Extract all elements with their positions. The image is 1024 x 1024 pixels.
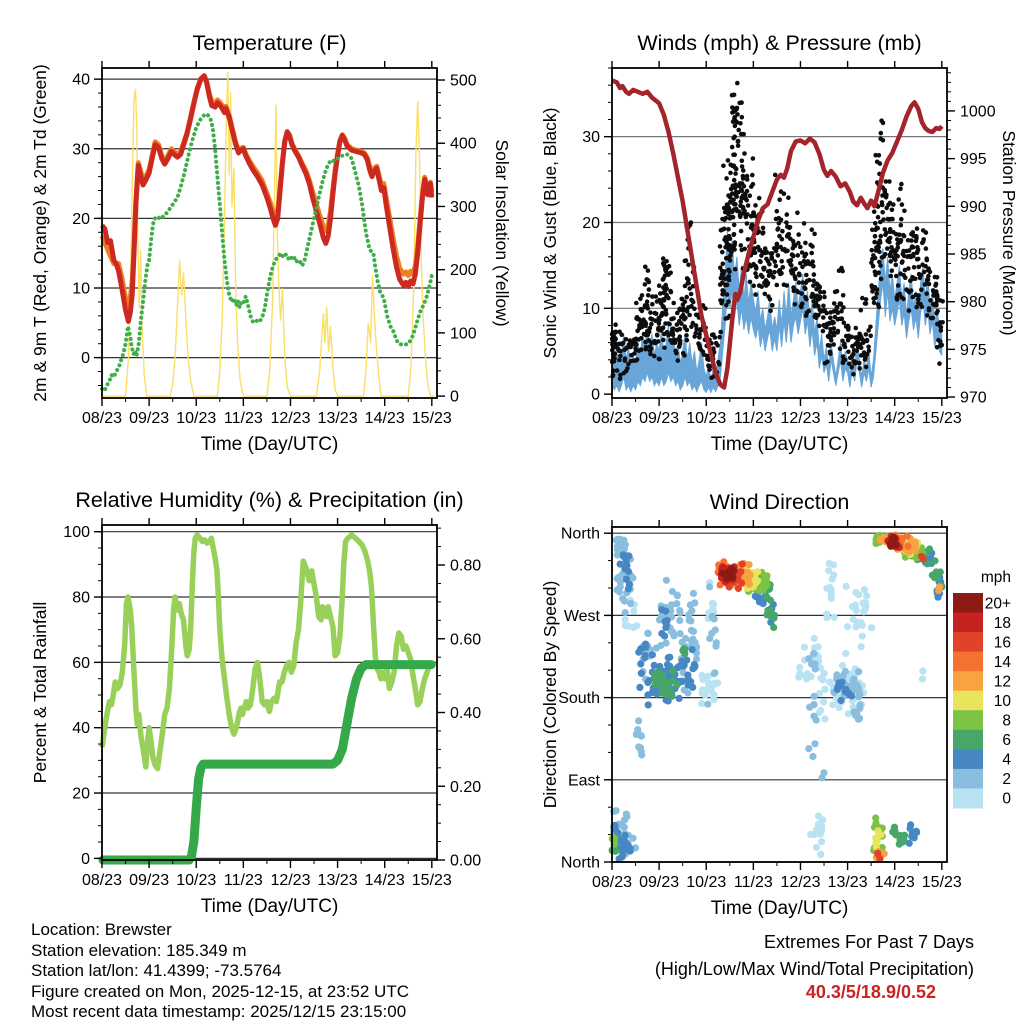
x-tick-label: 09/23 xyxy=(129,872,170,889)
colorbar-segment xyxy=(953,749,983,769)
x-axis-label: Time (Day/UTC) xyxy=(200,896,339,917)
x-tick-label: 14/23 xyxy=(364,872,405,889)
colorbar-label: 20+ xyxy=(984,595,1011,613)
y-right-tick-label: 0.00 xyxy=(450,852,482,870)
colorbar-label: 12 xyxy=(993,673,1011,691)
plot-frame xyxy=(102,525,437,860)
x-tick-label: 12/23 xyxy=(780,874,821,891)
y-right-tick-label: 985 xyxy=(960,246,987,264)
y-right-tick-label: 1000 xyxy=(960,103,996,121)
x-tick-label: 08/23 xyxy=(591,874,633,891)
x-tick-label: 12/23 xyxy=(270,410,311,427)
extremes-block xyxy=(655,929,974,982)
x-tick-label: 13/23 xyxy=(317,410,358,427)
colorbar-label: 0 xyxy=(1002,790,1011,808)
figure-created-timestamp: Figure created on Mon, 2025-12-15, at 23:52 UTC xyxy=(31,981,409,1001)
x-axis-label: Time (Day/UTC) xyxy=(200,434,339,455)
y-left-tick-label: 0 xyxy=(591,386,600,404)
y-right-tick-label: 200 xyxy=(450,262,477,280)
x-tick-label: 11/23 xyxy=(733,410,773,427)
y-right-axis-label: Station Pressure (Maroon) xyxy=(999,130,1019,336)
x-tick-label: 08/23 xyxy=(81,410,123,427)
colorbar-segment xyxy=(953,769,983,789)
y-left-tick-label: 60 xyxy=(72,654,90,672)
colorbar-segment xyxy=(953,788,983,808)
y-right-tick-label: 995 xyxy=(960,151,987,169)
chart-title: Wind Direction xyxy=(709,490,850,514)
chart-title: Winds (mph) & Pressure (mb) xyxy=(637,31,922,55)
station-info-block xyxy=(31,920,409,1023)
chart-2-relative-humidity-precipitation-in xyxy=(30,488,481,917)
y-left-axis-label: Sonic Wind & Gust (Blue, Black) xyxy=(540,107,560,359)
extremes-value: 40.3/5/18.9/0.52 xyxy=(805,982,936,1002)
colorbar-label: 4 xyxy=(1002,751,1011,769)
colorbar-segment xyxy=(953,632,983,652)
colorbar-label: 10 xyxy=(993,693,1011,710)
y-left-tick-label: East xyxy=(567,772,600,790)
x-axis-label: Time (Day/UTC) xyxy=(710,434,849,455)
y-right-axis-label: Solar Insolation (Yellow) xyxy=(492,139,512,327)
y-right-tick-label: 500 xyxy=(450,72,477,90)
y-left-tick-label: 100 xyxy=(63,524,90,542)
y-right-tick-label: 975 xyxy=(960,341,987,359)
colorbar-label: 2 xyxy=(1002,771,1011,789)
colorbar-label: 6 xyxy=(1002,732,1011,750)
y-left-axis-label: 2m & 9m T (Red, Orange) & 2m Td (Green) xyxy=(30,64,50,402)
x-tick-label: 11/23 xyxy=(223,872,263,889)
colorbar-segment xyxy=(953,671,983,691)
colorbar-label: 16 xyxy=(993,634,1011,652)
chart-title: Relative Humidity (%) & Precipitation (in) xyxy=(75,488,464,512)
x-tick-label: 09/23 xyxy=(639,410,680,427)
x-tick-label: 13/23 xyxy=(317,872,358,889)
x-tick-label: 10/23 xyxy=(176,410,217,427)
colorbar-segment xyxy=(953,613,983,633)
y-left-tick-label: 10 xyxy=(582,300,600,318)
x-tick-label: 12/23 xyxy=(780,410,821,427)
axis-ticks xyxy=(30,488,481,917)
x-tick-label: 08/23 xyxy=(81,872,123,889)
x-tick-label: 15/23 xyxy=(921,410,962,427)
y-right-tick-label: 100 xyxy=(450,325,477,343)
colorbar-title: mph xyxy=(980,569,1011,586)
x-tick-label: 09/23 xyxy=(129,410,170,427)
y-left-tick-label: 80 xyxy=(72,589,90,607)
x-tick-label: 12/23 xyxy=(270,872,311,889)
x-tick-label: 10/23 xyxy=(686,874,727,891)
x-tick-label: 08/23 xyxy=(591,410,633,427)
y-right-tick-label: 300 xyxy=(450,198,477,216)
x-tick-label: 14/23 xyxy=(874,410,915,427)
colorbar-label: 14 xyxy=(993,653,1011,671)
chart-0-temperature-f xyxy=(30,31,512,455)
y-right-tick-label: 970 xyxy=(960,389,987,407)
y-left-tick-label: 20 xyxy=(72,210,90,228)
chart-1-winds-mph-pressure-mb xyxy=(540,31,1019,455)
colorbar-label: 8 xyxy=(1002,712,1011,730)
x-tick-label: 09/23 xyxy=(639,874,680,891)
y-right-tick-label: 990 xyxy=(960,198,987,216)
y-left-tick-label: 10 xyxy=(72,280,90,298)
y-left-tick-label: 0 xyxy=(81,850,90,868)
x-tick-label: 15/23 xyxy=(921,874,962,891)
y-left-tick-label: 40 xyxy=(72,720,90,738)
colorbar-segment xyxy=(953,652,983,672)
x-tick-label: 15/23 xyxy=(411,872,452,889)
y-right-tick-label: 0.40 xyxy=(450,705,482,723)
most-recent-data-timestamp: Most recent data timestamp: 2025/12/15 23:15:00 xyxy=(31,1002,407,1021)
y-left-axis-label: Percent & Total Rainfall xyxy=(30,601,50,784)
colorbar-segment xyxy=(953,730,983,750)
y-left-tick-label: 30 xyxy=(72,141,90,159)
y-right-tick-label: 0.20 xyxy=(450,778,482,796)
y-left-tick-label: 40 xyxy=(72,71,90,89)
y-left-axis-label: Direction (Colored By Speed) xyxy=(540,580,560,809)
x-tick-label: 11/23 xyxy=(733,874,773,891)
x-tick-label: 15/23 xyxy=(411,410,452,427)
x-tick-label: 14/23 xyxy=(364,410,405,427)
y-right-tick-label: 0.80 xyxy=(450,557,482,575)
x-tick-label: 13/23 xyxy=(827,874,868,891)
y-left-tick-label: North xyxy=(560,854,600,872)
y-left-tick-label: 20 xyxy=(582,214,600,232)
chart-3-wind-direction xyxy=(540,490,1011,919)
colorbar-segment xyxy=(953,710,983,730)
x-axis-label: Time (Day/UTC) xyxy=(710,898,849,919)
x-tick-label: 10/23 xyxy=(176,872,217,889)
station-elevation: Station elevation: 185.349 m xyxy=(31,940,247,960)
y-left-tick-label: 20 xyxy=(72,785,90,803)
colorbar-segment xyxy=(953,691,983,711)
colorbar-segment xyxy=(953,593,983,613)
y-left-tick-label: North xyxy=(560,525,600,543)
station-location: Location: Brewster xyxy=(31,920,172,939)
chart-title: Temperature (F) xyxy=(192,31,347,55)
y-right-tick-label: 980 xyxy=(960,294,987,312)
x-tick-label: 14/23 xyxy=(874,874,915,891)
y-left-tick-label: West xyxy=(563,607,600,625)
colorbar-label: 18 xyxy=(993,614,1011,632)
y-left-tick-label: 30 xyxy=(582,129,600,147)
y-right-tick-label: 0.60 xyxy=(450,631,482,649)
x-tick-label: 13/23 xyxy=(827,410,868,427)
x-tick-label: 11/23 xyxy=(223,410,263,427)
extremes-subtitle: (High/Low/Max Wind/Total Precipitation) xyxy=(654,958,974,979)
station-latlon: Station lat/lon: 41.4399; -73.5764 xyxy=(31,961,282,980)
y-left-tick-label: 0 xyxy=(81,350,90,368)
axis-ticks xyxy=(540,490,962,919)
x-tick-label: 10/23 xyxy=(686,410,727,427)
y-right-tick-label: 0 xyxy=(450,388,459,406)
speed-colorbar xyxy=(953,569,1011,809)
y-right-tick-label: 400 xyxy=(450,135,477,153)
series-relative-humidity xyxy=(102,535,432,769)
extremes-title: Extremes For Past 7 Days xyxy=(763,932,974,952)
y-left-tick-label: South xyxy=(558,690,600,708)
